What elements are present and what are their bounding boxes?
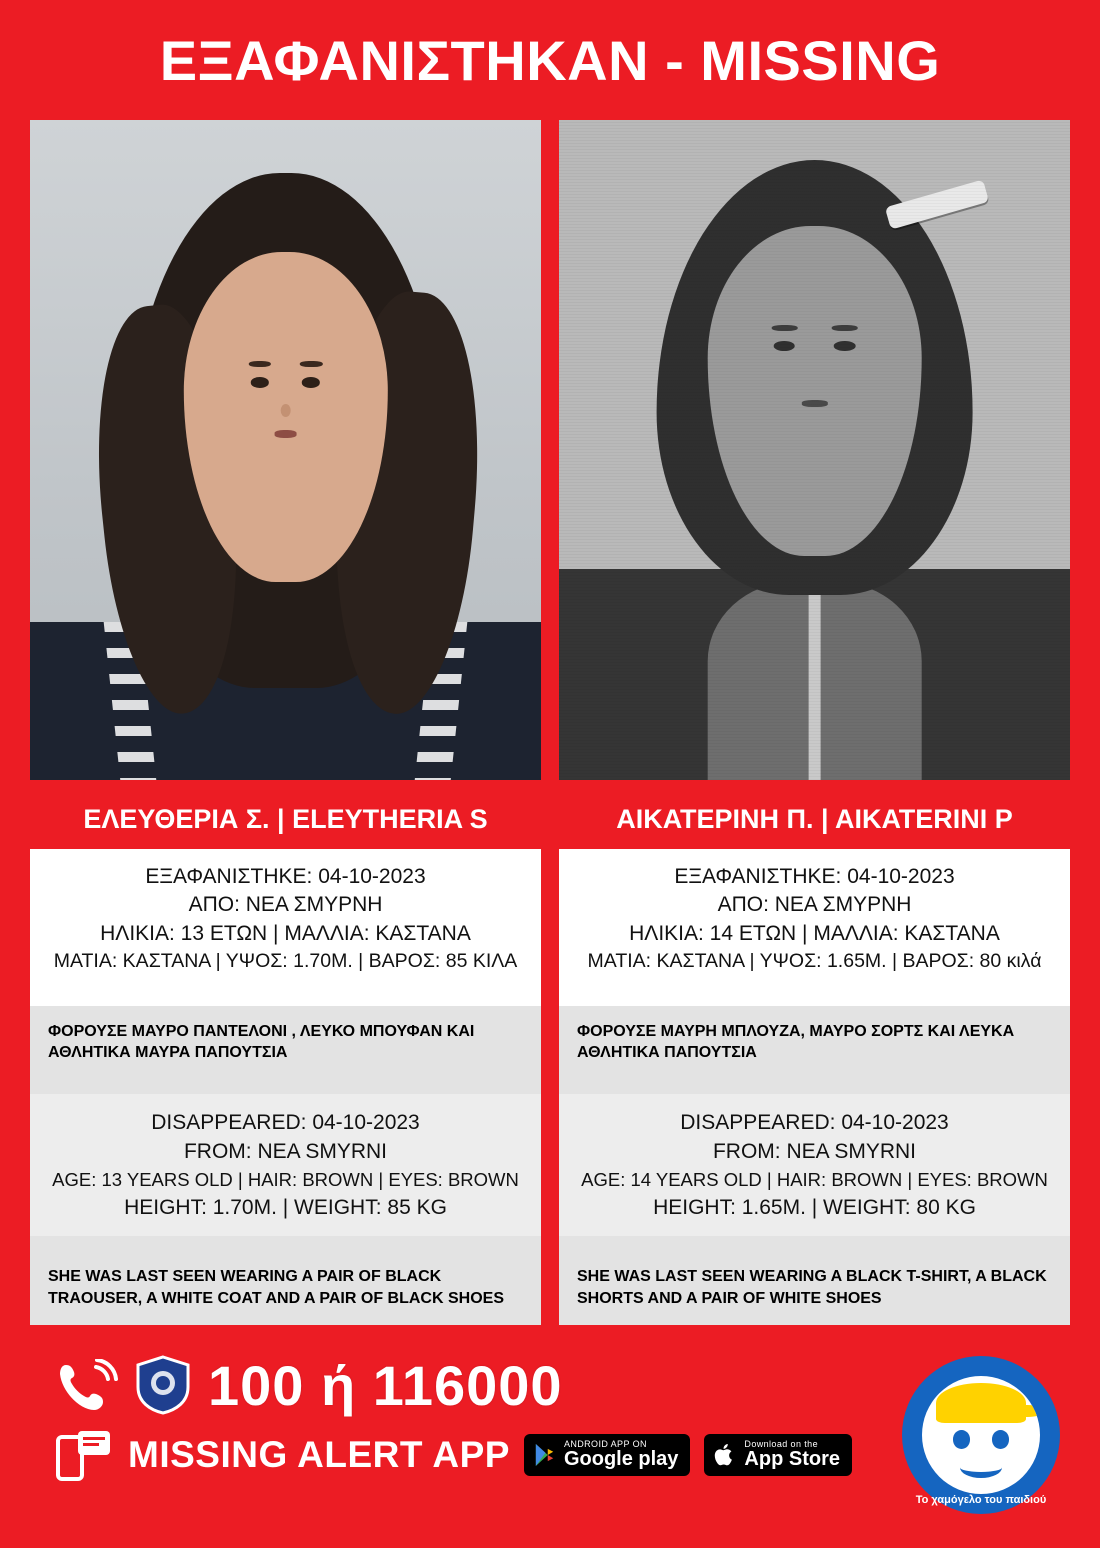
p1-en-line4: HEIGHT: 1.70M. | WEIGHT: 85 KG: [124, 1195, 447, 1219]
photos-row: [30, 120, 1070, 780]
apple-logo-icon: [714, 1443, 736, 1467]
photo-person-2: [559, 120, 1070, 780]
p2-gr-line3: ΗΛΙΚΙΑ: 14 ΕΤΩΝ | ΜΑΛΛΙΑ: ΚΑΣΤΑΝΑ: [629, 921, 1000, 945]
poster-header: [30, 0, 1070, 120]
person-2-english-column: [559, 1080, 1070, 1325]
person-1-name: ΕΛΕΥΘΕΡΙΑ Σ. | ELEYTHERIA S: [83, 804, 488, 834]
person-1-english-column: [30, 1080, 541, 1325]
police-badge-icon: [134, 1355, 192, 1415]
p2-en-line4: HEIGHT: 1.65M. | WEIGHT: 80 KG: [653, 1195, 976, 1219]
p1-gr-line2: ΑΠΟ: ΝΕΑ ΣΜΥΡΝΗ: [188, 893, 383, 917]
person-1-greek-clothing: ΦΟΡΟΥΣΕ ΜΑΥΡΟ ΠΑΝΤΕΛΟΝΙ , ΛΕΥΚΟ ΜΠΟΥΦΑΝ ΚΑΙ ΑΘΛΗΤΙΚΑ ΜΑΥΡΑ ΠΑΠΟΥΤΣΙΑ: [30, 1006, 541, 1080]
emergency-phone-number: 100 ή 116000: [208, 1353, 563, 1417]
app-store-badge[interactable]: [704, 1434, 852, 1476]
poster-footer: [30, 1341, 1070, 1516]
page-title: ΕΞΑΦΑΝΙΣΤΗΚΑΝ - MISSING: [159, 28, 941, 92]
person-1-greek-column: [30, 849, 541, 1080]
app-store-big-label: App Store: [744, 1448, 840, 1471]
p1-gr-line4: ΜΑΤΙΑ: ΚΑΣΤΑΝΑ | ΥΨΟΣ: 1.70Μ. | ΒΑΡΟΣ: 85 ΚΙΛΑ: [53, 950, 518, 973]
p2-en-line3: AGE: 14 YEARS OLD | HAIR: BROWN | EYES: BROWN: [581, 1168, 1048, 1190]
google-play-badge[interactable]: [524, 1434, 690, 1476]
greek-info-row: [30, 849, 1070, 1080]
person-2-english-details: [559, 1094, 1070, 1236]
google-play-small-label: ANDROID APP ON: [563, 1439, 647, 1450]
p1-en-line2: FROM: NEA SMYRNI: [183, 1140, 388, 1164]
english-info-row: [30, 1080, 1070, 1325]
p2-gr-line2: ΑΠΟ: ΝΕΑ ΣΜΥΡΝΗ: [717, 893, 912, 917]
logo-text: Το χαμόγελο του παιδιού: [915, 1494, 1047, 1507]
person-2-greek-column: [559, 849, 1070, 1080]
google-play-icon: [534, 1443, 556, 1467]
person-2-greek-details: [559, 849, 1070, 988]
p2-gr-line4: ΜΑΤΙΑ: ΚΑΣΤΑΝΑ | ΥΨΟΣ: 1.65Μ. | ΒΑΡΟΣ: 80 κιλά: [587, 950, 1042, 973]
smile-of-the-child-logo: [902, 1356, 1060, 1514]
person-2-name: ΑΙΚΑΤΕΡΙΝΗ Π. | ΑΙΚΑΤΕRINI P: [616, 804, 1013, 834]
p2-en-line2: FROM: NEA SMYRNI: [712, 1140, 917, 1164]
p1-gr-line3: ΗΛΙΚΙΑ: 13 ΕΤΩΝ | ΜΑΛΛΙΑ: ΚΑΣΤΑΝΑ: [100, 921, 471, 945]
person-1-greek-details: [30, 849, 541, 988]
person-1-english-details: [30, 1094, 541, 1236]
person-2-greek-clothing: ΦΟΡΟΥΣΕ ΜΑΥΡΗ ΜΠΛΟΥΖΑ, ΜΑΥΡΟ ΣΟΡΤΣ ΚΑΙ ΛΕΥΚΑ ΑΘΛΗΤΙΚΑ ΠΑΠΟΥΤΣΙΑ: [559, 1006, 1070, 1080]
person-1-english-clothing: SHE WAS LAST SEEN WEARING A PAIR OF BLACK TRAOUSER, A WHITE COAT AND A PAIR OF BLACK SHOES: [30, 1250, 541, 1325]
mobile-alert-icon: [56, 1429, 114, 1481]
p2-gr-line1: ΕΞΑΦΑΝΙΣΤΗΚΕ: 04-10-2023: [674, 865, 955, 888]
person-2-english-clothing: SHE WAS LAST SEEN WEARING A BLACK T-SHIRT, A BLACK SHORTS AND A PAIR OF WHITE SHOES: [559, 1250, 1070, 1325]
photo-person-1: [30, 120, 541, 780]
p1-en-line1: DISAPPEARED: 04-10-2023: [151, 1110, 420, 1134]
app-store-small-label: Download on the: [744, 1439, 818, 1450]
p1-en-line3: AGE: 13 YEARS OLD | HAIR: BROWN | EYES: BROWN: [52, 1168, 519, 1190]
p2-en-line1: DISAPPEARED: 04-10-2023: [680, 1110, 949, 1134]
names-row: [30, 794, 1070, 849]
app-title: MISSING ALERT APP: [128, 1434, 510, 1476]
phone-ringing-icon: [56, 1359, 118, 1411]
p1-gr-line1: ΕΞΑΦΑΝΙΣΤΗΚΕ: 04-10-2023: [145, 865, 426, 888]
google-play-big-label: Google play: [563, 1448, 679, 1471]
